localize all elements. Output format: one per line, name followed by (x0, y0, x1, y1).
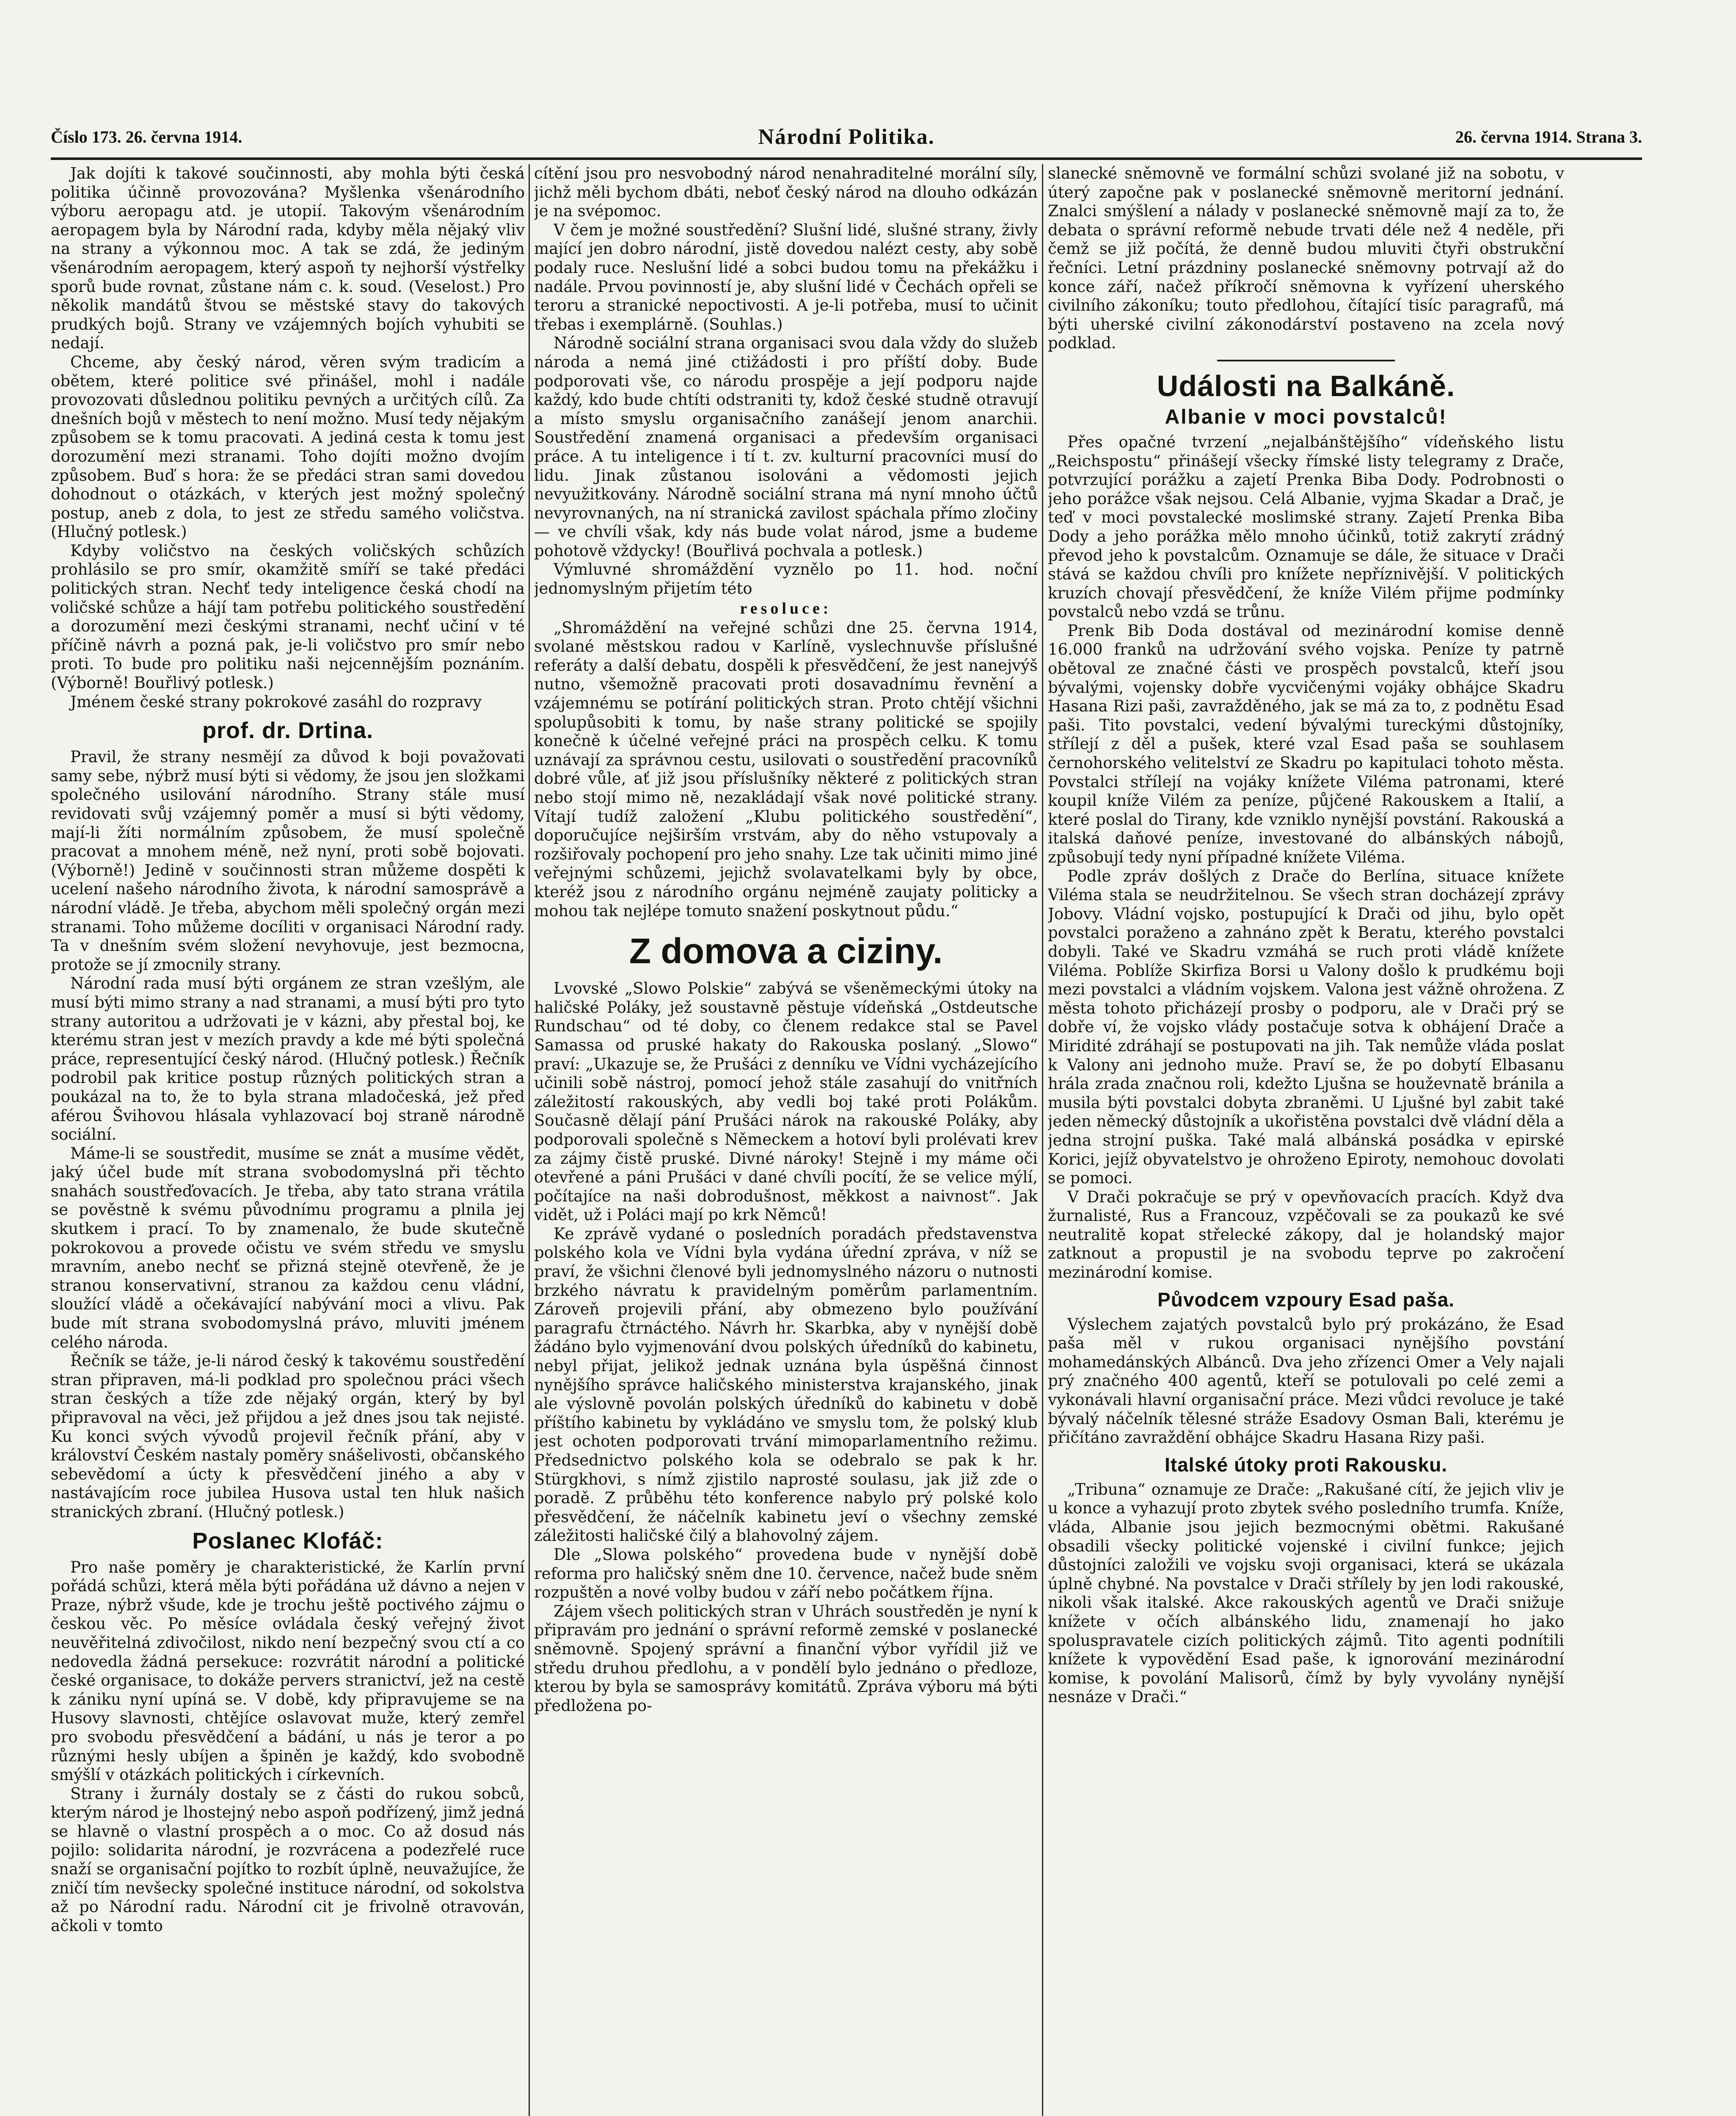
article-paragraph: Dle „Slowa polského“ provedena bude v nynější době reforma pro haličský sněm dne 10. července, načež bude sněm rozpuštěn a nové volby budou v září nebo počátkem října. (534, 1545, 1038, 1602)
resolution-text: „Shromáždění na veřejné schůzi dne 25. června 1914, svolané městskou radou v Karlíně, vyslechnuvše příslušné referáty a další debatu, dospěli k přesvědčení, že jest nanejvýš nutno, všemožně pracovati proti dosavadnímu řevnění a vzájemnému se potírání politických stran. Proto chtějí všichni spolupůsobiti k tomu, by naše strany politické se spojily konečně k účelné veřejné práci na prospěch celku. K tomu uznávají za správnou cestu, usilovati o soustředění pracovníků dobré vůle, ať již jsou příslušníky některé z politických stran nebo stojí mimo ně, nezakládají však nové politické strany. Vítají tudíž založení „Klubu politického soustředění“, doporučujíce nejširším vrstvám, aby do něho vstupovaly a rozšiřovaly pochopení pro jeho snahy. Lze tak učiniti mimo jiné veřejnými schůzemi, jejichž svolavatelkami byly by obce, kteréž jsou z národního orgánu nejméně zaujaty politicky a mohou tak nejlépe tomuto snažení poskytnout půdu.“ (534, 618, 1038, 920)
article-paragraph: Pravil, že strany nesmějí za důvod k boji považovati samy sebe, nýbrž musí býti si vědomy, že jsou jen složkami společného usilování národního. Strany stále musí revidovati svůj vzájemný poměr a musí si býti vědomy, mají-li žíti normálním způsobem, že musí společně pracovat a mnohem méně, než nyní, proti sobě bojovati. (Výborně!) Jedině v součinnosti stran můžeme dospěti k ucelení našeho národního života, k národní samosprávě a národní vládě. Je třeba, abychom měli společný orgán mezi stranami. Toho můžeme docíliti v organisaci Národní rady. Ta v dnešním svém složení nevyhovuje, jest bezmocna, protože se jí zmocnily strany. (51, 748, 525, 974)
article-paragraph: Ke zprávě vydané o posledních poradách představenstva polského kola ve Vídni byla vydána úřední zpráva, v níž se praví, že všichni členové byli jednomyslného názoru o nutnosti brzkého návratu k pravidelným poměrům parlamentním. Zároveň projevili přání, aby obmezeno bylo používání paragrafu čtrnáctého. Návrh hr. Skarbka, aby v nynější době žádáno bylo vyjmenování dvou polských úředníků do kabinetu, nebyl přijat, jelikož jednak uznána byla úspěšná činnost nynějšího správce haličského ministerstva krajanského, jinak ale výslovně povolán polských úředníků do kabinetu v době příštího kabinetu by vykládáno ve smyslu tom, že polský klub jest ochoten podporovati trvání mimoparlamentního režimu. Předsednictvo polského kola se odebralo se pak k hr. Stürgkhovi, s nímž zjistilo naprosté soulasu, jak již zde o poradě. Z průběhu této konference nabylo prý polské kolo přesvědčení, že náčelník kabinetu jeví o všechny zemské záležitosti haličské čilý a blahovolný zájem. (534, 1224, 1038, 1545)
section-rule (1217, 360, 1395, 361)
article-heading-esad: Původcem vzpoury Esad paša. (1157, 1288, 1455, 1311)
article-heading-italske: Italské útoky proti Rakousku. (1164, 1453, 1448, 1476)
section-heading-domov: Z domova a ciziny. (629, 931, 943, 971)
article-paragraph: Výmluvné shromáždění vyznělo po 11. hod. noční jednomyslným přijetím této (534, 560, 1038, 598)
article-paragraph: Chceme, aby český národ, věren svým tradicím a obětem, které politice své přinášel, mohl i nadále provozovati důslednou politiku pevných a určitých cílů. Za dnešních bojů v městech to není možno. Musí tedy nějakým způsobem se k tomu pracovati. A jediná cesta k tomu jest dorozumění mezi stranami. Toho dojíti možno dvojím způsobem. Buď s hora: že se předáci stran sami dovedou dohodnout o otázkách, v kterých jest možný společný postup, aneb z dola, to jest ze středu samého voličstva. (Hlučný potlesk.) (51, 353, 525, 541)
article-paragraph: Přes opačné tvrzení „nejalbánštějšího“ vídeňského listu „Reichspostu“ přinášejí všecky římské listy telegramy z Drače, potvrzující porážku a zajetí Prenka Biba Dody. Podrobnosti o jeho porážce však nejsou. Celá Albanie, vyjma Skadar a Drač, je teď v moci povstalecké moslimské strany. Zajetí Prenka Biba Dody a jeho porážka mělo mnoho účinků, totiž zakrytí zrádný převod jeho k povstalcům. Oznamuje se dále, že situace v Drači stává se každou chvíli pro knížete nepříznivější. V politických kruzích chovají přesvědčení, že kníže Vilém přijme podmínky povstalců nebo vzdá se trůnu. (1048, 433, 1564, 621)
masthead-title: Národní Politika. (758, 125, 935, 149)
article-paragraph: V Drači pokračuje se prý v opevňovacích pracích. Když dva žurnalisté, Rus a Francouz, vzpěčovali se za poukazů ke své neutralitě kopat střelecké zákopy, dal je holandský major zatknout a propustil je na svobodu teprve po zakročení mezinárodní komise. (1048, 1187, 1564, 1282)
article-paragraph: Výslechem zajatých povstalců bylo prý prokázáno, že Esad paša měl v rukou organisaci nynějšího povstání mohamedánských Albánců. Dva jeho zřízenci Omer a Vely najali prý značného 400 agentů, kteří se potulovali po celé zemi a vykonávali hlavní organisační práce. Mezi vůdci revoluce je také bývalý náčelník tělesné stráže Esadovy Osman Bali, kterému je přičítáno zavraždění obhájce Skadru Hasana Rizy paši. (1048, 1315, 1564, 1447)
article-paragraph: Zájem všech politických stran v Uhrách soustředěn je nyní k připravám pro jednání o správní reformě zemské v poslanecké sněmovně. Spojený správní a finanční výbor vyřídil již ve středu druhou předlohu, a v pondělí bylo jednáno o předloze, kterou by byla se samosprávy komitátů. Zpráva výboru má býti předložena po- (534, 1602, 1038, 1715)
article-paragraph: Strany i žurnály dostaly se z části do rukou sobců, kterým národ je lhostejný nebo aspoň podřízený, jimž jedná se hlavně o vlastní prospěch a o moc. Co až dosud nás pojilo: solidarita národní, je rozvrácena a podezřelé ruce snaží se organisační pojítko to rozbít úplně, neuvažujíce, že zničí tím nevšecky společné instituce národní, od sokolstva až po Národní radu. Národní cit je frivolně otravován, ačkoli v tomto (51, 1784, 525, 1935)
article-paragraph: „Tribuna“ oznamuje ze Drače: „Rakušané cítí, že jejich vliv je u konce a vyhazují proto zbytek svého posledního trumfa. Kníže, vláda, Albanie jsou jejich bezmocnými obětmi. Rakušané obsadili všecky politické vojenské i civilní funkce; jejich důstojníci založili ve vojsku svoji organisaci, která se ukázala úplně chybné. Na povstalce v Drači střílely by jen lodi rakouské, nikoli však italské. Akce rakouských agentů ve Drači snižuje knížete v očích albánského lidu, znamenají ho jako spoluspravatele cizích politických zájmů. Tito agenti podnítili knížete k vypovědění Esad paše, k ignorování mezinárodní komise, k povolání Malisorů, čímž by byly vyvolány nynější nesnáze v Drači.“ (1048, 1480, 1564, 1706)
article-paragraph: Jménem české strany pokrokové zasáhl do rozpravy (70, 692, 482, 711)
article-paragraph: Podle zpráv došlých z Drače do Berlína, situace knížete Viléma stala se neudržitelnou. Se všech stran docházejí zprávy Jobovy. Vládní vojsko, postupující k Drači od jihu, bylo opět povstalci poraženo a zahnáno zpět k Beratu, kterého povstalci dobyli. Také ve Skadru vzmáhá se ruch proti vládě knížete Viléma. Poblíže Skirfiza Borsi u Valony došlo k prudkému boji mezi povstalci a vládním vojskem. Valona jest vážně ohrožena. Z města tohoto přicházejí prosby o podporu, ale v Drači prý se dobře ví, že vojsko vlády postačuje sotva k obhájení Drače a Miridité zdráhají se postupovati na jih. Tak nemůže vláda poslat k Valony ani jednoho muže. Praví se, že po dobytí Elbasanu hrála zrada značnou roli, kdežto Ljušna se houževnatě bránila a musila býti povstalci dobyta zbraněmi. U Ljušné byl zabit také jeden německý důstojník a ukořistěna povstalci dvě vládní děla a jedna strojní puška. Také malá albánská posádka v epirské Korici, jejíž obyvatelstvo je ohroženo Epiroty, nemohouc dovolati se pomoci. (1048, 867, 1564, 1187)
article-paragraph: cítění jsou pro nesvobodný národ nenahraditelné morální síly, jichž měli bychom dbáti, neboť český národ na dlouho odkázán je na svépomoc. (534, 164, 1038, 220)
column-3 (1048, 164, 1564, 2116)
speaker-heading-klofac: Poslanec Klofáč: (192, 1528, 383, 1554)
column-1 (51, 164, 525, 2116)
article-paragraph: Máme-li se soustředit, musíme se znát a musíme vědět, jaký účel bude mít strana svobodomyslná při těchto snahách soustřeďovacích. Je třeba, aby tato strana vrátila se pověstně k svému původnímu programu a plnila jej skutkem i prací. To by znamenalo, že bude skutečně pokrokovou a provede očistu ve svém středu ve smyslu mravním, anebo nechť se přizná stejně otevřeně, že je stranou konservativní, stranou za každou cenu vládní, sloužící vládě a očekávající nabývání moci a vlivu. Pak bude mít strana svobodomyslná právo, mluviti jménem celého národa. (51, 1144, 525, 1351)
article-paragraph: Pro naše poměry je charakteristické, že Karlín první pořádá schůzi, která měla býti pořádána už dávno a nejen v Praze, nýbrž všude, kde je trochu ještě poctivého zájmu o českou věc. Po měsíce ovládala český veřejný život neuvěřitelná zdivočilost, nikdo není bezpečný svou ctí a co nedovedla žádná persekuce: rozvrátit národní a politické české organisace, to dokáže pervers stranictví, jež na cestě k zániku nyní upíná se. V době, kdy připravujeme se na Husovy slavnosti, chtějíce oslavovat muže, který zemřel pro svobodu přesvědčení a bádání, u nás je teror a po různými hesly ubíjen a špiněn je každý, kdo svobodně smýšlí v otázkách politických i církevních. (51, 1558, 525, 1784)
article-heading-albanie: Albanie v moci povstalců! (1165, 405, 1447, 428)
speaker-heading-drtina: prof. dr. Drtina. (202, 718, 374, 744)
column-divider-2 (1042, 164, 1043, 2116)
article-paragraph: Prenk Bib Doda dostával od mezinárodní komise denně 16.000 franků na udržování svého vojska. Peníze ty patrně obětoval ze značné části ve prospěch povstalců, kteří jsou bývalými, vojensky dobře vycvičenými vojáky obhájce Skadru Hasana Rizi paši, zavražděného, jak se má za to, z podnětu Esad paši. Tito povstalci, vedení bývalými tureckými důstojníky, střílejí z děl a pušek, které vzal Esad paša se souhlasem černohorského velitelství ze Skadru po kapitulaci tohoto města. Povstalci střílejí na vojáky knížete Viléma patronami, které koupil kníže Vilém za peníze, půjčené Rakouskem a Italií, a které poslal do Tirany, kde vzniklo nynější povstání. Rakouská a italská daňové peníze, investované do albánských nábojů, způsobují tedy nyní případné knížete Viléma. (1048, 621, 1564, 866)
issue-date-page-right: 26. června 1914. Strana 3. (1455, 127, 1642, 146)
article-paragraph: V čem je možné soustředění? Slušní lidé, slušné strany, živly mající jen dobro národní, jistě dovedou nalézt cesty, aby sobě podaly ruce. Neslušní lidé a sobci budou tomu na překážku i nadále. Prvou povinností je, aby slušní lidé v Čechách opřeli se teroru a stranické nepoctivosti. A je-li potřeba, musí to učinit třebas i exemplárně. (Souhlas.) (534, 220, 1038, 333)
article-paragraph: slanecké sněmovně ve formální schůzi svolané již na sobotu, v úterý započne pak v poslanecké sněmovně meritorní jednání. Znalci smýšlení a nálady v poslanecké sněmovně mají za to, že debata o správní reformě nebude trvati déle než 4 neděle, při čemž se již počítá, že denně budou mluviti čtyři obstrukční řečníci. Letní prázdniny poslanecké sněmovny potrvají až do konce září, načež příkročí sněmovna k vyřízení uherského civilního zákoníku; touto předlohou, čítající tisíc paragrafů, má býti uherské civilní zákonodárství postaveno na zcela nový podklad. (1048, 164, 1564, 353)
article-paragraph: Národní rada musí býti orgánem ze stran vzešlým, ale musí býti mimo strany a nad stranami, a musí býti pro tyto strany autoritou a udržovati je v kázni, aby přestal boj, ke kterému stran jest v mezích pravdy a kde mé býti společná práce, representující český národ. (Hlučný potlesk.) Řečník podrobil pak kritice postup různých politických stran a poukázal na to, že to byla strana mladočeská, jež před aférou Švihovou hlásala vyhlazovací boj straně národně sociální. (51, 974, 525, 1144)
column-divider-1 (529, 164, 530, 2116)
page-header (51, 127, 1642, 161)
section-heading-balkan: Události na Balkáně. (1157, 369, 1455, 402)
article-paragraph: Jak dojíti k takové součinnosti, aby mohla býti česká politika účinně provozována? Myšlenka všenárodního výboru aeropagu atd. je utopií. Takovým všenárodním aeropagem byla by Národní rada, kdyby měla nějaký vliv na strany a výkonnou moc. A tak se zdá, že jediným všenárodním aeropagem, který aspoň ty nejhorší výstřelky sporů bude rovnat, zůstane nám c. k. soud. (Veselost.) Pro několik mandátů štvou se městské stavy do takových prudkých bojů. Strany ve vzájemných bojích vyhubiti se nedají. (51, 164, 525, 353)
header-rule (51, 157, 1642, 160)
article-paragraph: Lvovské „Slowo Polskie“ zabývá se všeněmeckými útoky na haličské Poláky, jež soustavně pěstuje vídeňská „Ostdeutsche Rundschau“ od té doby, co členem redakce stal se Pavel Samassa od pruské hakaty do Rakouska poslaný. „Slowo“ praví: „Ukazuje se, že Prušáci z denníku ve Vídni vycházejícího učinili sobě nástroj, pomocí jehož stále zasahují do vnitřních záležitostí rakouských, aby vedli boj také proti Polákům. Současně dělají pání Prušáci nárok na rakouské Poláky, aby podporovali společně s Německem a hotoví byli prolévati krev za zájmy čistě pruské. Divné nároky! Stejně i my máme oči otevřené a páni Prušáci v dané chvíli pocítí, že se velice mýlí, počítajíce na naši dobrodušnost, měkkost a naivnost“. Jak vidět, už i Poláci mají po krk Němců! (534, 979, 1038, 1224)
article-paragraph: Národně sociální strana organisaci svou dala vždy do služeb národa a nemá jiné ctižádosti i pro příští doby. Bude podporovati vše, co národu prospěje a její podporu najde každý, kdo bude chtíti odstraniti ty, kdož české studně otravují a místo smyslu organisačního zanášejí jenom anarchii. Soustředění znamená organisaci a především organisaci práce. A tu inteligence i tí t. zv. kulturní pracovníci musí do lidu. Jinak zůstanou isolováni a vědomosti jejich nevyužitkovány. Národně sociální strana má nyní mnoho účtů nevyrovnaných, na ní stranická zavilost spáchala přímo zločiny — ve chvíli však, kdy nás bude volat národ, jsme a budeme pohotově vždycky! (Bouřlivá pochvala a potlesk.) (534, 334, 1038, 560)
resolution-heading: resoluce: (740, 599, 832, 617)
article-paragraph: Kdyby voličstvo na českých voličských schůzích prohlásilo se pro smír, okamžitě smíří se také předáci politických stran. Nechť tedy inteligence česká chodí na voličské schůze a hájí tam potřebu politického soustředění a dorozumění mezi českými stranami, nechť učiní v té příčině návrh a pozná pak, je-li voličstvo pro smír nebo proti. To bude pro politiku naši nejcennějším poznáním. (Výborně! Bouřlivý potlesk.) (51, 541, 525, 692)
article-paragraph: Řečník se táže, je-li národ český k takovému soustředění stran připraven, má-li podklad pro společnou práci všech stran českých a tíže zde nějaký orgán, který by byl připravoval na věci, jež přijdou a jež dnes jsou tak nejisté. Ku konci svých vývodů projevil řečník přání, aby v království Českém nastaly poměry snášelivosti, občanského sebevědomí a úcty k přesvědčení jiného a aby v nastávajícím roce jubilea Husova ustal ten hluk našich stranických zbraní. (Hlučný potlesk.) (51, 1352, 525, 1521)
issue-date-left: Číslo 173. 26. června 1914. (51, 127, 242, 146)
column-2 (534, 164, 1038, 2116)
